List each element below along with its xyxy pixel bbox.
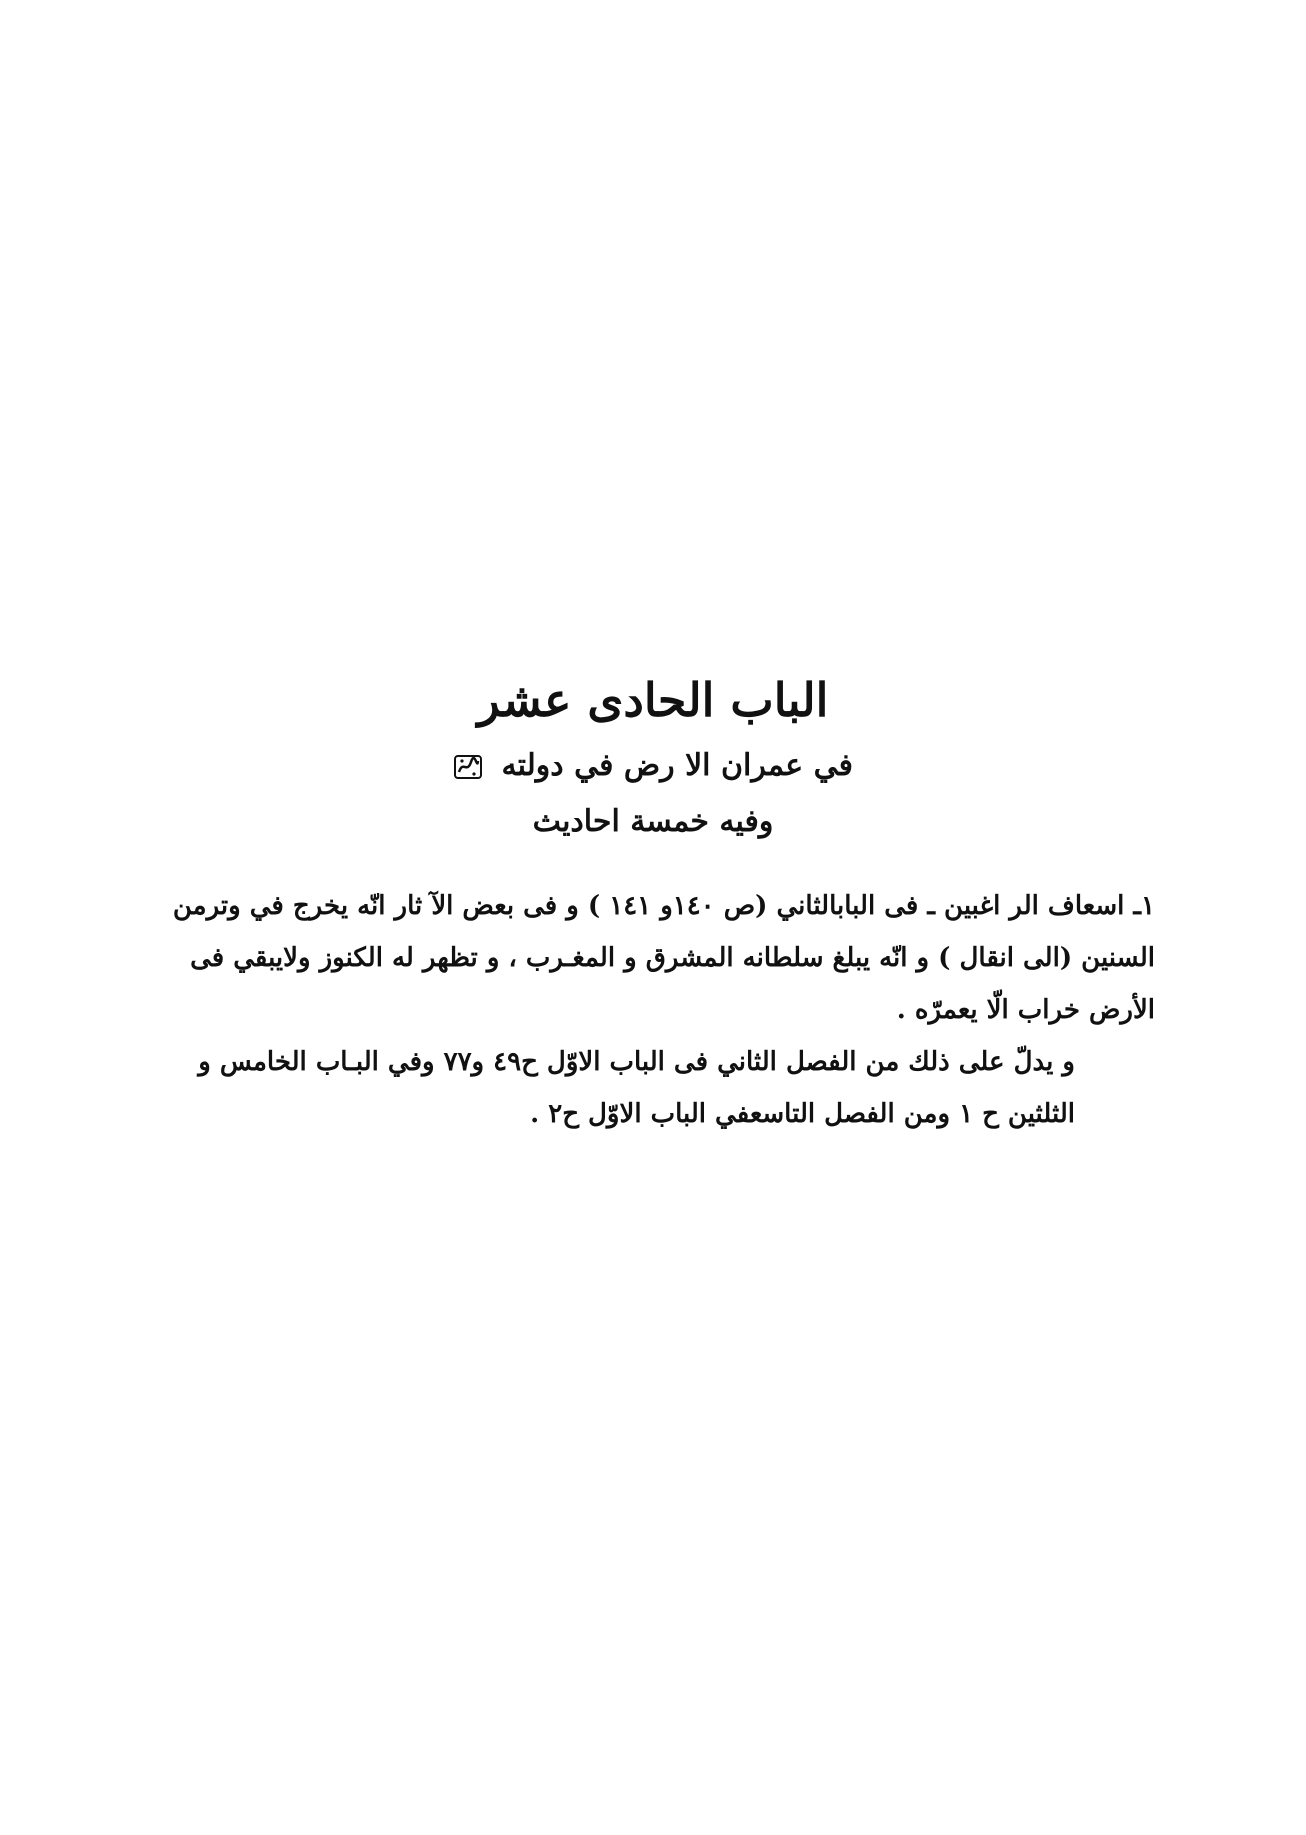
chapter-subtitle [0, 738, 1306, 794]
chapter-title: الباب الحادى عشر [477, 673, 829, 727]
hadith-count: وفيه خمسة احاديث [532, 804, 774, 839]
paragraph-1: ١ـ اسعاف الر اغبين ـ فى البابالثاني (ص ١٤٠و ١٤١ ) و فى بعض الآ ثار انّه يخرج في وترمن السنين (الى انقال ) و انّه يبلغ سلطانه المشرق و المغـرب ، و تظهر له الكنوز ولايبقي فى الأرض خراب الّا يعمرّه . [172, 891, 1155, 1025]
chapter-header [0, 662, 1306, 850]
body-text [155, 880, 1155, 1140]
chapter-subtitle-text: في عمران الا رض في دولته [501, 748, 853, 783]
paragraph-2: و يدلّ على ذلك من الفصل الثاني فى الباب الاوّل ح٤٩ و٧٧ وفي البـاب الخامس و الثلثين ح ١ ومن الفصل التاسعفي الباب الاوّل ح٢ . [198, 1047, 1075, 1129]
honorific-seal-icon [453, 752, 483, 782]
